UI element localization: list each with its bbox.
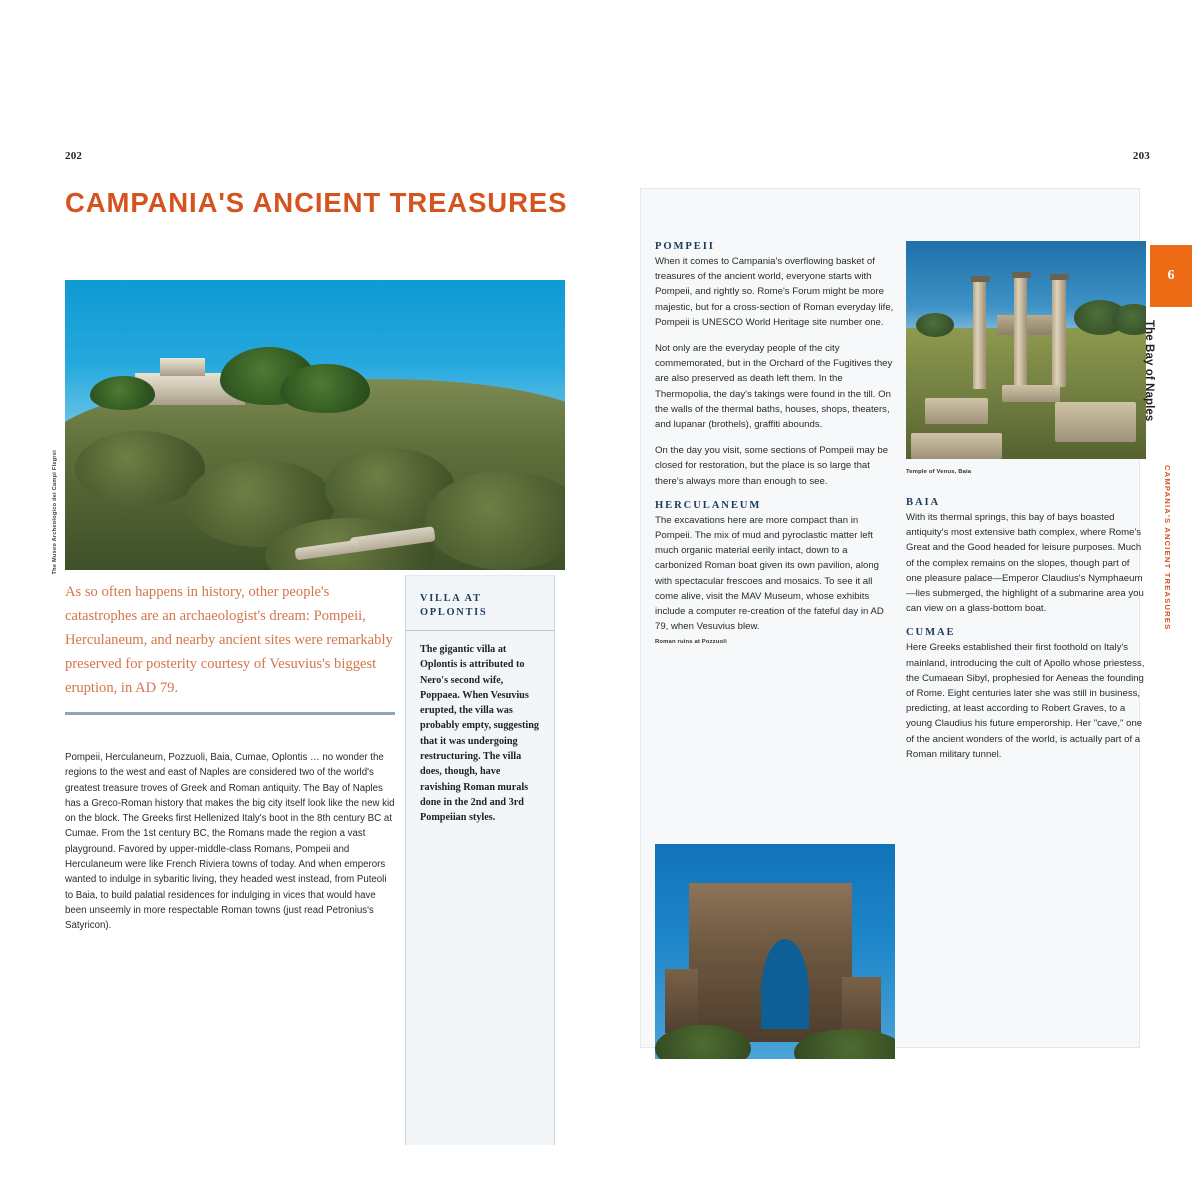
section-heading-baia: BAIA bbox=[906, 497, 941, 508]
photo-tree bbox=[1112, 304, 1146, 335]
photo-roman-ruins-pozzuoli bbox=[655, 844, 895, 1059]
section-title-vertical: CAMPANIA'S ANCIENT TREASURES bbox=[1163, 465, 1172, 631]
right-page bbox=[640, 150, 1150, 1050]
right-column-a bbox=[655, 241, 895, 645]
section-paragraph: On the day you visit, some sections of Pompeii may be closed for restoration, but the place is so large that there's always more than enough to see. bbox=[655, 445, 889, 487]
page-number-left: 202 bbox=[65, 150, 83, 162]
section-heading-herculaneum: HERCULANEUM bbox=[655, 499, 762, 511]
chapter-title-vertical: The Bay of Naples bbox=[1143, 320, 1155, 422]
section-paragraph: The excavations here are more compact than in Pompeii. The mix of mud and pyroclastic matter left much organic material eerily intact, down to a carbonized Roman boat given its own pavilion, along with spectacular frescoes and mosaics. To see it all come alive, visit the MAV Museum, whose exhibits include a computer re-creation of the fateful day in AD 79, when Vesuvius blew. bbox=[655, 514, 884, 633]
intro-block bbox=[65, 580, 395, 715]
photo-tree bbox=[916, 313, 954, 337]
chapter-number: 6 bbox=[1167, 268, 1175, 283]
page-number-right: 203 bbox=[1132, 150, 1150, 162]
photo-stone bbox=[911, 433, 1002, 459]
photo-pine-tree bbox=[90, 376, 155, 411]
right-column-b bbox=[906, 469, 1146, 762]
sidebar-body: The gigantic villa at Oplontis is attributed to Nero's second wife, Poppaea. When Vesuvius erupted, the villa was probably empty, suggesting that it was undergoing restructuring. The villa does, though, have ravishing Roman murals done in the 2nd and 3rd Pompeiian styles. bbox=[420, 644, 539, 824]
photo-caption-venus: Temple of Venus, Baia bbox=[906, 469, 972, 475]
section-paragraph: Not only are the everyday people of the city commemorated, but in the Orchard of the Fugitives they are also preserved as death left them. In the Thermopolia, the day's takings were found in the till. On the walls of the thermal baths, houses, shops, theaters, and lupanar (brothels), graffiti abounds. bbox=[655, 343, 893, 431]
photo-pine-tree bbox=[280, 364, 370, 413]
section-paragraph: Here Greeks established their first foothold on Italy's mainland, introducing the cult of Apollo whose priestess, the Cumaean Sibyl, prophesied for Aeneas the founding of Rome. Eight centuries later she was still in business, predicting, at least according to Robert Graves, to a young Claudius his future emperorship. Her "cave," one of the ancient wonders of the world, is actually part of a Roman military tunnel. bbox=[906, 642, 1145, 760]
photo-temple-of-venus-baia bbox=[906, 241, 1146, 459]
section-paragraph: When it comes to Campania's overflowing basket of treasures of the ancient world, everyone starts with Pompeii, and rightly so. Rome's Forum might be more majestic, but for a cross-section of Roman everyday life, Pompeii is UNESCO World Heritage site number one. bbox=[655, 256, 894, 328]
photo-column bbox=[973, 280, 986, 389]
photo-column bbox=[1014, 276, 1027, 389]
divider-rule bbox=[65, 712, 395, 714]
chapter-tab bbox=[1150, 245, 1192, 307]
photo-caption-pozzuoli: Roman ruins at Pozzuoli bbox=[655, 639, 727, 646]
page-title: CAMPANIA'S ANCIENT TREASURES bbox=[65, 187, 568, 218]
photo-stone bbox=[1055, 402, 1137, 441]
photo-block bbox=[665, 969, 699, 1034]
left-page bbox=[52, 150, 568, 1050]
section-heading-cumae: CUMAE bbox=[906, 627, 956, 639]
section-paragraph: With its thermal springs, this bay of bays boasted antiquity's most extensive bath complex, where Rome's Great and the Good headed for leisure purposes. Much of the complex remains on the slopes, though part of one pleasure palace—Emperor Claudius's Nymphaeum—lies submerged, the highlight of a submarine area you can view on a glass-bottom boat. bbox=[906, 512, 1144, 615]
photo-column-capital bbox=[1012, 272, 1031, 279]
photo-stone bbox=[925, 398, 987, 424]
sidebar-villa-at-oplontis bbox=[405, 575, 555, 1145]
hero-photo-campi-flegrei bbox=[65, 280, 565, 570]
sidebar-title: VILLA AT OPLONTIS bbox=[420, 593, 488, 618]
section-heading-pompeii: POMPEII bbox=[655, 241, 715, 252]
photo-column-capital bbox=[1050, 274, 1069, 281]
intro-paragraph: As so often happens in history, other people's catastrophes are an archaeologist's dream: Pompeii, Herculaneum, and nearby ancient sites were remarkably preserved for posterity courtesy of Vesuvius's biggest eruption, in AD 79. bbox=[65, 584, 393, 697]
photo-column bbox=[1052, 278, 1065, 387]
body-paragraph: Pompeii, Herculaneum, Pozzuoli, Baia, Cumae, Oplontis … no wonder the regions to the west and east of Naples are considered two of the world's greatest treasure troves of Greek and Roman antiquity. The Bay of Naples has a Greco-Roman history that makes the big city itself look like the new kid on the block. The Greeks first Hellenized Italy's boot in the 8th century BC at Cumae. From the 1st century BC, the Romans made the region a vast playground. Favored by upper-middle-class Romans, Pompeii and Herculaneum were like French Riviera towns of today. And when emperors wanted to indulge in sybaritic living, they headed west instead, from Puteoli to Baia, to build palatial residences for indulging in vices that would have been unseemly in more respectable Roman towns (just read Petronius's Satyricon). bbox=[65, 752, 395, 932]
photo-column-capital bbox=[971, 276, 990, 283]
photo-ruin-wall bbox=[160, 358, 205, 375]
right-content-panel bbox=[640, 188, 1145, 1048]
photo-credit-vertical: The Museo Archeologico dei Campi Flegrei bbox=[52, 450, 58, 575]
photo-stone bbox=[1002, 385, 1060, 402]
